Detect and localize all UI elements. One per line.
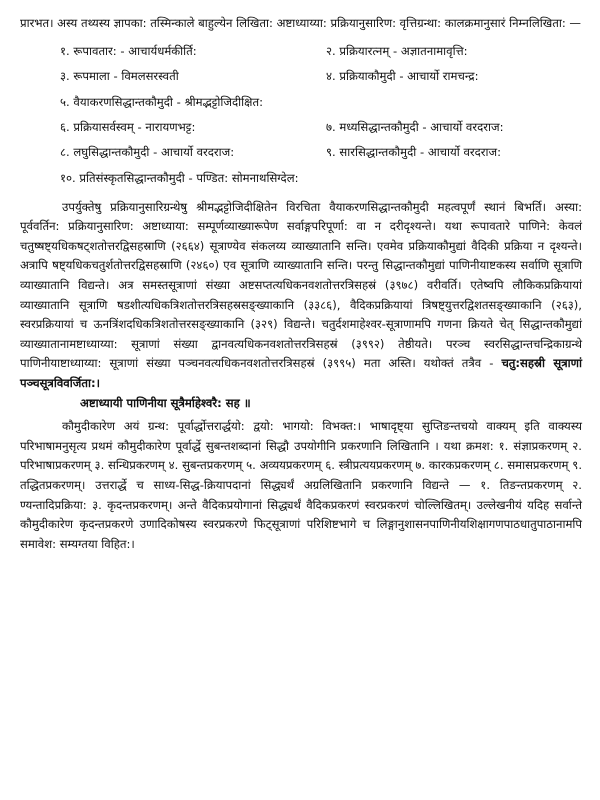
list-item: २. प्रक्रियारत्नम् - अज्ञातनामावृत्ति: — [326, 44, 468, 59]
verse-line-2: अष्टाध्यायी पाणिनीया सूत्रैर्माहेश्वरै: सह ॥ — [80, 395, 251, 410]
list-row — [20, 116, 582, 141]
list-row — [20, 40, 582, 65]
list-item: १. रूपावतार: - आचार्यधर्मकीर्ति: — [60, 44, 197, 59]
body-paragraph-2: कौमुदीकारेण अयं ग्रन्थ: पूर्वार्द्धोत्तरार्द्धयो: द्वयो: भागयो: विभक्त:। भाषादृष्ट्या सुप्तिङन्तचयो वाक्यम् इति वाक्यस्य परिभाषामनुसृत्य प्रथमं कौमुदीकारेण पूर्वार्द्धे सुबन्तशब्दानां सिद्धौ उपयोगीनि प्रकरणानि लिखितानि । यथा क्रमश: १. संज्ञाप्रकरणम् २. परिभाषाप्रकरणम् ३. सन्धिप्रकरणम् ४. सुबन्तप्रकरणम् ५. अव्ययप्रकरणम् ६. स्त्रीप्रत्ययप्रकरणम् ७. कारकप्रकरणम् ८. समासप्रकरणम् ९. तद्धितप्रकरणम्। उत्तरार्द्धे च साध्य-सिद्ध-क्रियापदानां सिद्ध्यर्थं अग्रलिखितानि प्रकरणानि विद्यन्ते — १. तिङन्तप्रकरणम् २. ण्यन्तादिप्रक्रिया: ३. कृदन्तप्रकरणम्। अन्ते वैदिकप्रयोगानां सिद्ध्यर्थं वैदिकप्रकरणं स्वरप्रकरणं चोल्लिखितम्। उल्लेखनीयं यदिह सर्वान्ते कौमुदीकारेण कृदन्तप्रकरणे उणादिकोषस्य स्वरप्रकरणे फिट्सूत्राणां परिशिष्टभागे च लिङ्गानुशासनपाणिनीयशिक्षागणपाठधातुपाठानामपि समावेश: सम्यग्तया विहित:। — [20, 419, 582, 551]
intro-paragraph: प्रारभत। अस्य तथ्यस्य ज्ञापका: तस्मिन्काले बाहुल्येन लिखिता: अष्टाध्याय्या: प्रक्रियानुसारिण: वृत्तिग्रन्था: कालक्रमानुसारं निम्नलिखिता: — — [20, 16, 582, 30]
list-item: ४. प्रक्रियाकौमुदी - आचार्यो रामचन्द्र: — [326, 69, 479, 84]
list-item: ८. लघुसिद्धान्तकौमुदी - आचार्यो वरदराज: — [60, 145, 235, 160]
list-row — [20, 65, 582, 90]
list-row — [20, 141, 582, 166]
list-row — [20, 166, 582, 192]
list-item: ७. मध्यसिद्धान्तकौमुदी - आचार्यो वरदराज: — [326, 120, 504, 135]
list-item: १०. प्रतिसंस्कृतसिद्धान्तकौमुदी - पण्डित: सोमनाथसिग्देल: — [60, 170, 299, 185]
list-item: ५. वैयाकरणसिद्धान्तकौमुदी - श्रीमद्भट्टोजिदीक्षित: — [60, 94, 263, 109]
body-paragraph-1 — [20, 198, 582, 394]
list-item: ६. प्रक्रियासर्वस्वम् - नारायणभट्ट: — [60, 120, 196, 135]
list-item: ९. सारसिद्धान्तकौमुदी - आचार्यो वरदराज: — [326, 145, 502, 160]
list-row — [20, 90, 582, 116]
paragraph-text: उपर्युक्तेषु प्रक्रियानुसारिग्रन्थेषु श्रीमद्भट्टोजिदीक्षितेन विरचिता वैयाकरणसिद्धान्तकौमुदी महत्वपूर्णं स्थानं बिभर्ति। अस्या: पूर्ववर्तिन: प्रक्रियानुसारिण: अष्टाध्याया: सम्पूर्णव्याख्यारूपेण सर्वाङ्गपरिपूर्णा: वा न दरीदृश्यन्ते। यथा रूपावतारे पाणिने: केवलं चतुष्षष्ट्यधिकषट्शतोत्तरद्विसहस्राणि (२६६४) सूत्राण्येव संकलय्य व्याख्यातानि सन्ति। एवमेव प्रक्रियाकौमुद्यां वैदिकी प्रक्रिया न दृश्यन्ते। अत्रापि षष्ट्यधिकचतुर्शतोत्तरद्विसहस्राणि (२४६०) एव सूत्राणि व्याख्यातानि सन्ति। परन्तु सिद्धान्तकौमुद्यां पाणिनीयाष्टकस्य सर्वाणि सूत्राणि व्याख्यातानि विद्यन्ते। अत्र समस्तसूत्राणां संख्या अष्टसप्तत्यधिकनवशतोत्तरत्रिसहस्रं (३९७८) वरीवर्ति। एतेष्वपि लौकिकप्रक्रियायां व्याख्यातानि सूत्राणि षडशीत्यधिकत्रिशतोत्तरत्रिसहस्रसङ्ख्याकानि (३३८६), वैदिकप्रक्रियायां त्रिषष्ट्युत्तरद्विशतसङ्ख्याकानि (२६३), स्वरप्रक्रियायां च ऊनत्रिंशदधिकत्रिशतोत्तरसङ्ख्याकानि (३२९) विद्यन्ते। चतुर्दशमाहेश्वर-सूत्राणामपि गणना क्रियते चेत् सिद्धान्तकौमुद्यां व्याख्यातानामष्टाध्याय्या: सूत्राणां संख्या द्वानवत्यधिकनवशतोत्तरत्रिसहस्रं (३९९२) तेष्ठीयते। परञ्च स्वरसिद्धान्तचन्द्रिकाग्रन्थे पाणिनीयाष्टाध्याय्या: सूत्राणां संख्या पञ्चनवत्यधिकनवशतोत्तरत्रिसहस्रं (३९९५) मता अस्ति। यथोक्तं तत्रैव - — [20, 199, 582, 371]
list-item: ३. रूपमाला - विमलसरस्वती — [60, 69, 179, 84]
verse-line-1: चतु:सहस्री सूत्राणां पञ्चसूत्रविवर्जिता:। — [20, 356, 582, 390]
commentary-list — [20, 40, 582, 192]
